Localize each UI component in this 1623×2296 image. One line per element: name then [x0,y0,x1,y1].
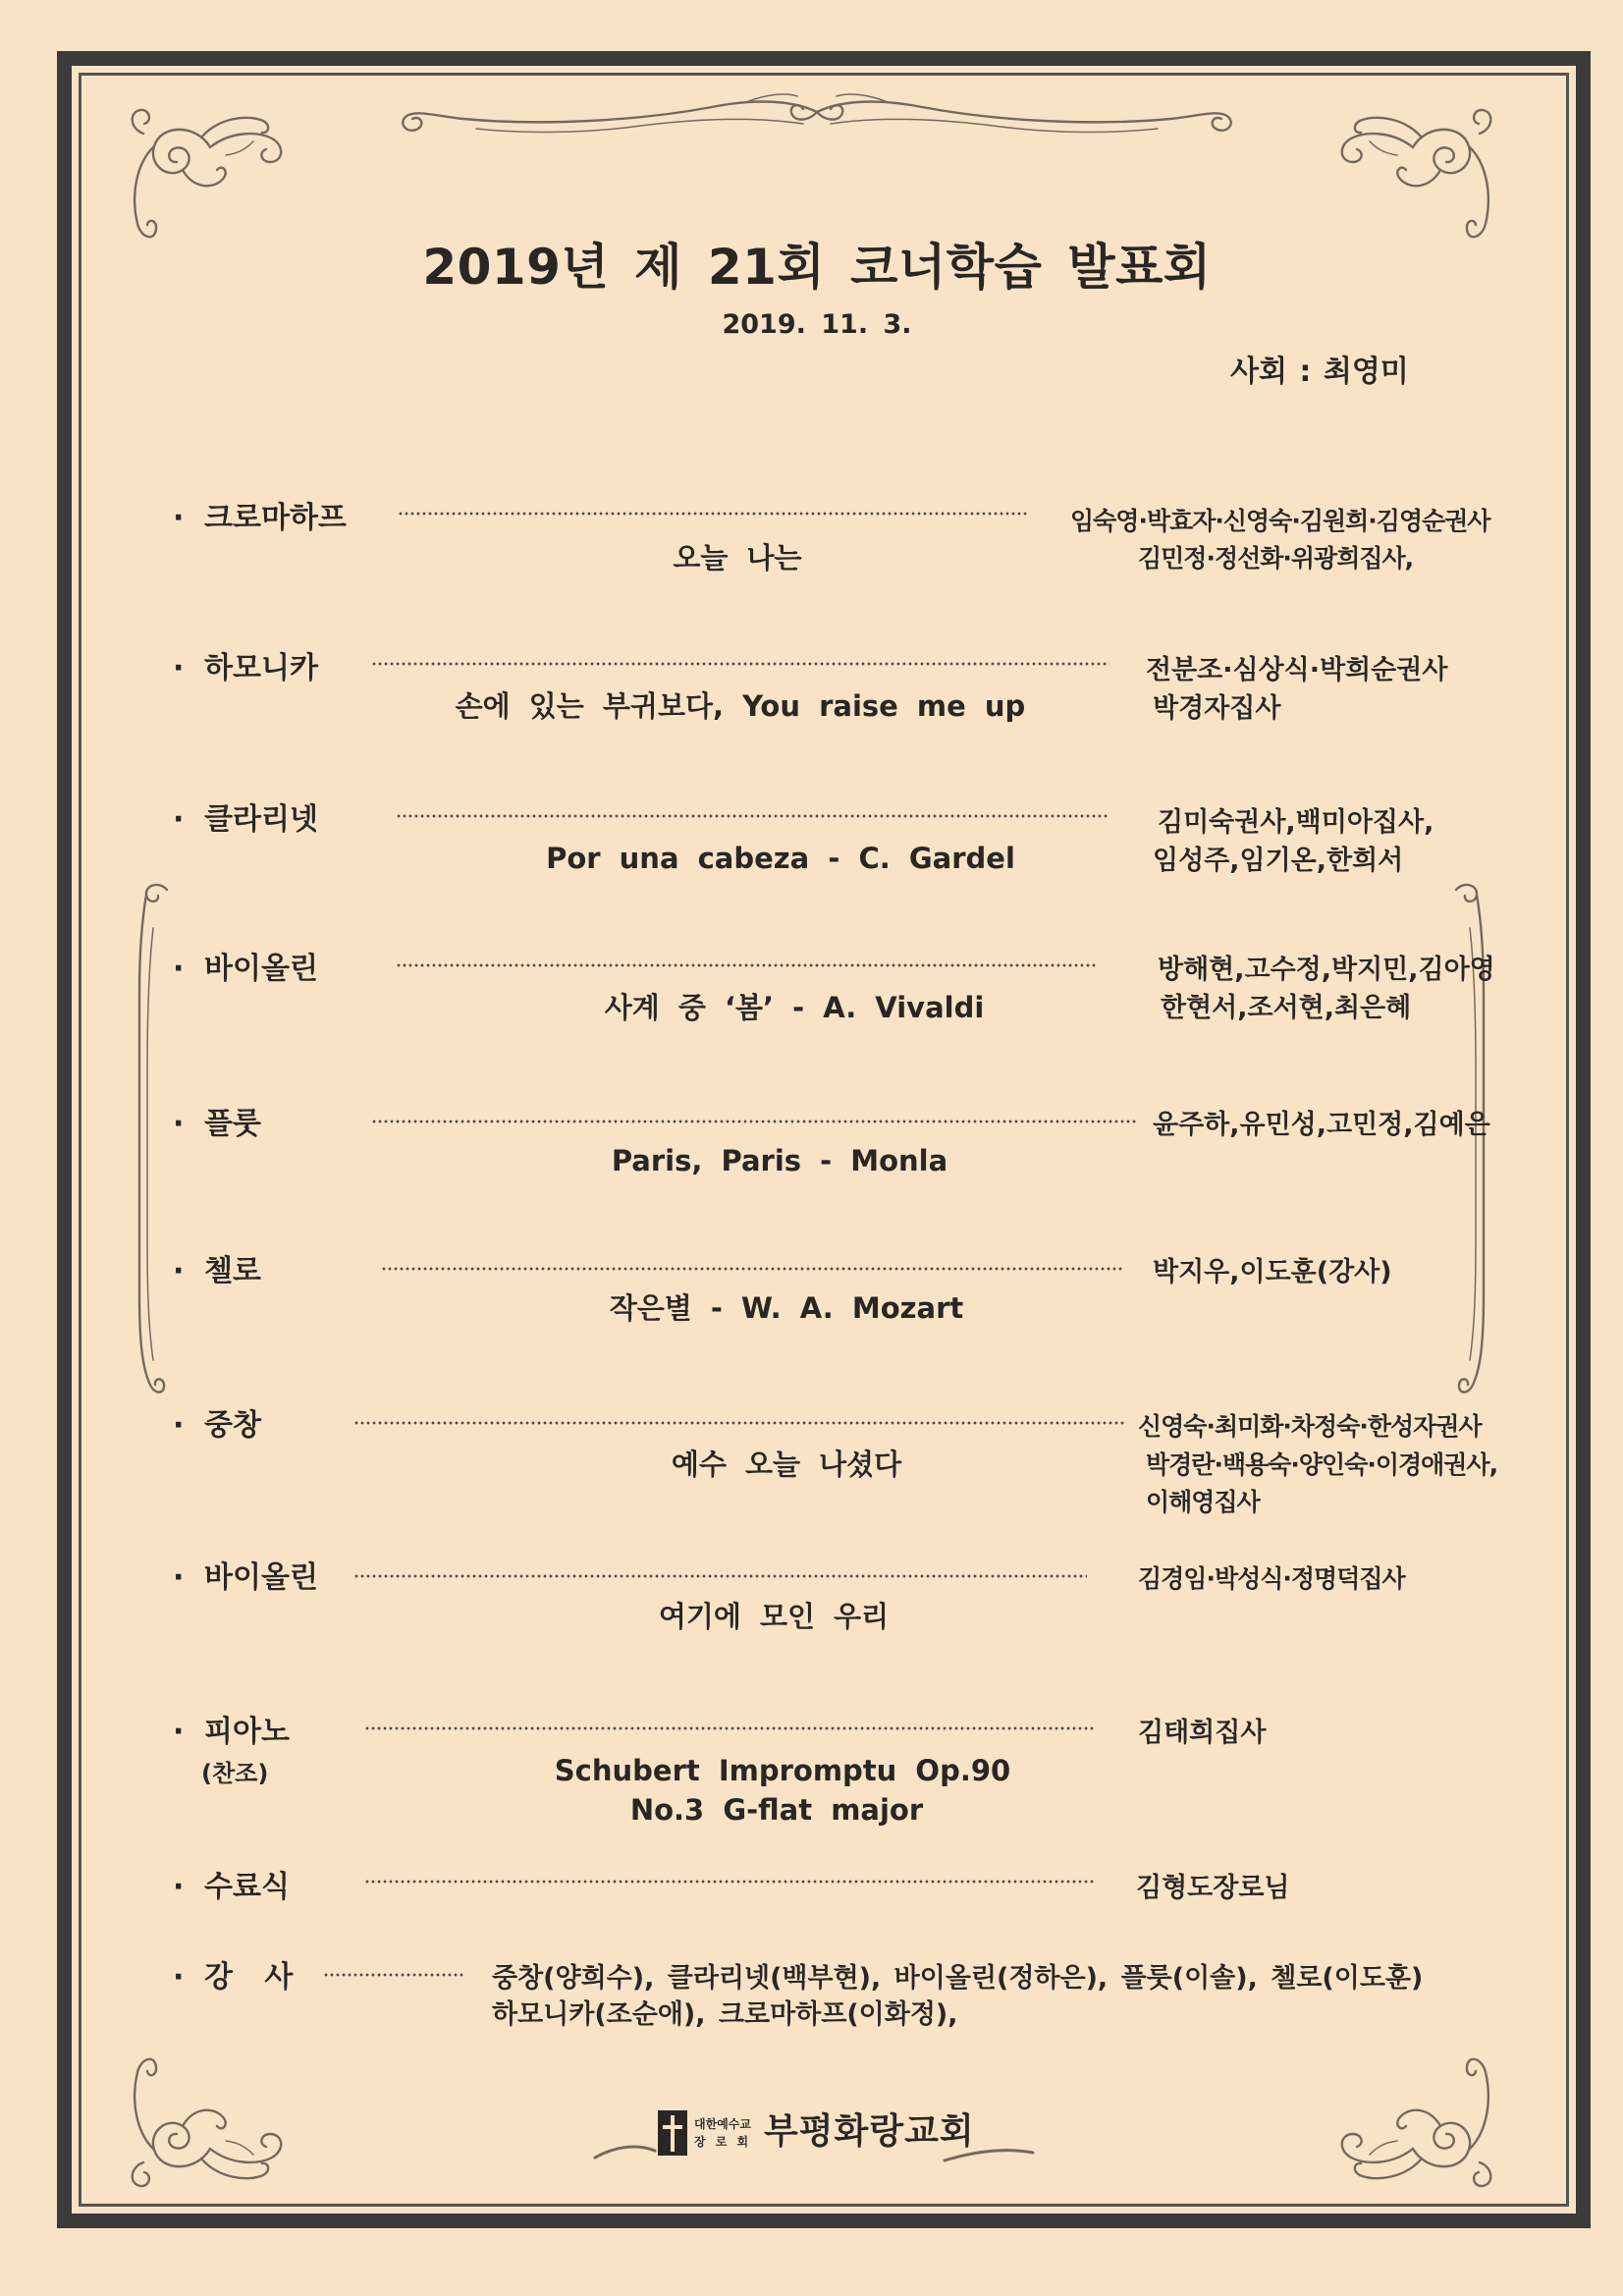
performers-line: 윤주하,유민성,고민정,김예은 [1153,1110,1490,1140]
instrument-label: 중창 [204,1408,261,1443]
instrument-label: 수료식 [204,1870,290,1904]
leader-dots [372,662,1109,666]
list-bullet: · [173,1408,185,1443]
leader-dots [365,1726,1095,1730]
leader-dots [365,1880,1095,1884]
leader-dots [399,512,1029,516]
instrument-note: (찬조) [201,1760,269,1787]
performers-line: 김민정·정선화·위광희집사, [1138,544,1414,573]
list-bullet: · [173,501,185,535]
list-bullet: · [173,1107,185,1141]
piece-title: Por una cabeza - C. Gardel [546,842,1015,875]
instructors-line: 하모니카(조순애), 크로마하프(이화정), [492,1999,958,2030]
piece-title: 예수 오늘 나셨다 [671,1448,902,1481]
list-bullet: · [173,1870,185,1904]
denomination-line: 대한예수교 [694,2117,751,2131]
instrument-label: 플룻 [204,1107,261,1141]
list-bullet: · [173,1715,185,1749]
performers-line: 박경자집사 [1153,693,1281,724]
instrument-label: 피아노 [204,1715,290,1749]
denomination-line: 장 로 회 [694,2135,749,2149]
church-name: 부평화랑교회 [764,2111,975,2152]
performers-line: 임숙영·박효자·신영숙·김원희·김영순권사 [1070,507,1490,535]
list-bullet: · [173,802,185,837]
performers-line: 김형도장로님 [1136,1873,1290,1903]
piece-title: Schubert Impromptu Op.90 [554,1754,1011,1787]
performers-line: 박경란·백용숙·양인숙·이경애권사, [1146,1450,1498,1479]
instructors-label: 강 사 [204,1960,294,1995]
performers-line: 김경임·박성식·정명덕집사 [1138,1564,1405,1593]
instrument-label: 크로마하프 [204,501,347,535]
leader-dots [354,1421,1124,1425]
instrument-label: 바이올린 [204,952,318,986]
leader-dots [397,963,1098,967]
performers-line: 방해현,고수정,박지민,김아영 [1158,955,1495,985]
leader-dots [354,1574,1087,1578]
performers-line: 전분조·심상식·박희순권사 [1146,655,1448,685]
instrument-label: 클라리넷 [204,802,318,837]
piece-title: No.3 G-flat major [629,1793,924,1827]
cross-icon [658,2110,687,2156]
performers-line: 김태희집사 [1138,1718,1267,1748]
instrument-label: 하모니카 [204,651,318,685]
performers-line: 김미숙권사,백미아집사, [1158,807,1434,838]
instructors-line: 중창(양희수), 클라리넷(백부현), 바이올린(정하은), 플룻(이솔), 첼로(이도훈) [492,1963,1424,1994]
instrument-label: 바이올린 [204,1560,318,1595]
performers-line: 신영숙·최미화·차정숙·한성자권사 [1138,1412,1482,1441]
instrument-label: 첼로 [204,1254,261,1288]
host-line: 사회 : 최영미 [1230,355,1409,389]
performers-line: 이해영집사 [1146,1488,1260,1516]
leader-dots [372,1120,1138,1123]
piece-title: 사계 중 ‘봄’ - A. Vivaldi [604,991,985,1024]
list-bullet: · [173,651,185,685]
event-date: 2019. 11. 3. [722,309,912,340]
piece-title: 오늘 나는 [673,541,802,574]
piece-title: Paris, Paris - Monla [611,1144,948,1177]
list-bullet: · [173,1560,185,1595]
piece-title: 작은별 - W. A. Mozart [609,1291,964,1325]
performers-line: 박지우,이도훈(강사) [1153,1257,1392,1287]
page-title: 2019년 제 21회 코너학습 발표회 [422,239,1212,296]
list-bullet: · [173,952,185,986]
performers-line: 한현서,조서현,최은혜 [1161,993,1412,1023]
leader-dots [382,1267,1124,1271]
list-bullet: · [173,1254,185,1288]
leader-dots [397,814,1109,818]
piece-title: 여기에 모인 우리 [658,1600,890,1633]
leader-dots [324,1973,464,1977]
performers-line: 임성주,임기온,한희서 [1153,846,1404,876]
piece-title: 손에 있는 부귀보다, You raise me up [455,689,1026,723]
list-bullet: · [173,1960,185,1995]
